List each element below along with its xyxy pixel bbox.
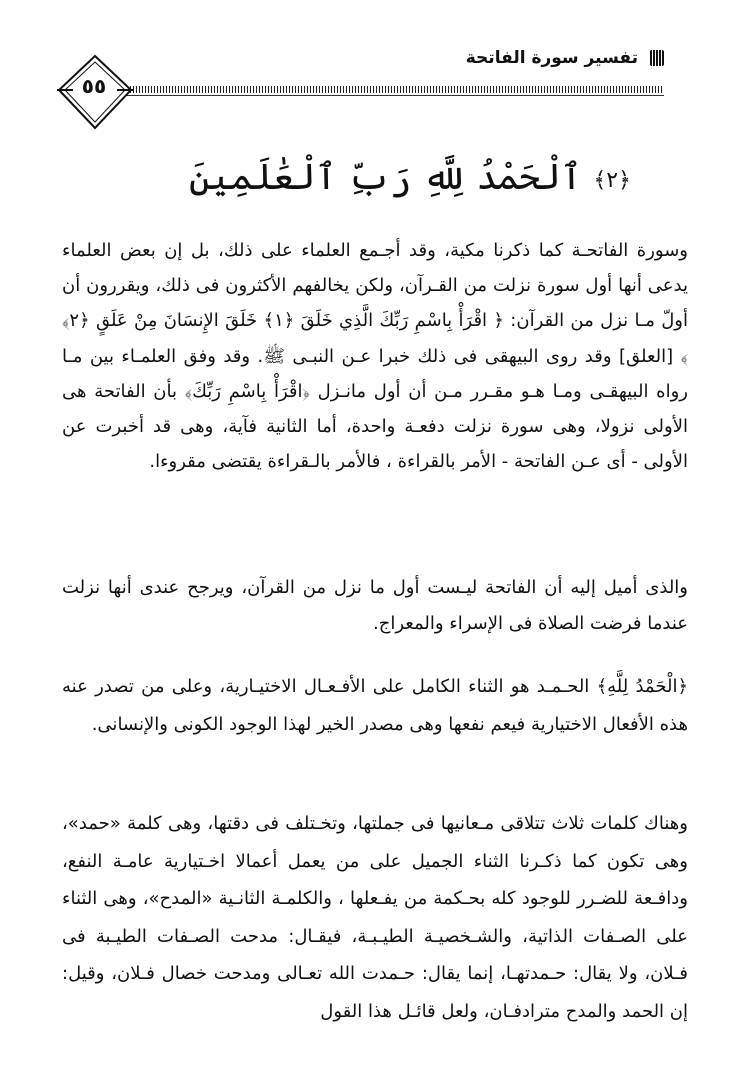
paragraph-text: ﴿الْحَمْدُ لِلَّهِ﴾ الحـمـد هو الثناء الكامل على الأفـعـال الاختيـارية، وعلى من تصدر عنه هذه الأفعال الاختيارية فيعم نفعها وهى مصدر الخير لهذا الوجود الكونى والإنسانى. xyxy=(62,676,688,735)
running-title: تفسير سورة الفاتحة xyxy=(465,48,638,68)
paragraph-2 xyxy=(62,570,688,642)
page-header xyxy=(0,0,748,140)
paragraph-text: والذى أميل إليه أن الفاتحة ليـست أول ما نزل من القرآن، ويرجح عندى أنها نزلت عندما فرضت الصلاة فى الإسراء والمعراج. xyxy=(62,577,688,634)
ayah-text: ٱلْحَمْدُ لِلَّهِ رَبِّ ٱلْعَٰلَمِينَ xyxy=(189,157,582,198)
header-rule xyxy=(118,86,664,93)
paragraph-text: وسورة الفاتحـة كما ذكرنا مكية، وقد أجـمع العلماء على ذلك، بل إن بعض العلماء يدعى أنها أول سورة نزلت من القـرآن، ولكن يخالفهم الأكثرون فى ذلك، ويقررون أن أولّ مـا نزل من القرآن: ﴿ اقْرَأْ بِاسْمِ رَبِّكَ الَّذِي خَلَقَ ﴿١﴾ خَلَقَ الإِنسَانَ مِنْ عَلَقٍ ﴿٢﴾ ﴾ [العلق] وقد روى البيهقى فى ذلك خبرا عـن النبـى ﷺ. وقد وفق العلمـاء بين مـا رواه البيهقـى ومـا هـو مقـرر مـن أن أول مانـزل ﴿اقْرَأْ بِاسْمِ رَبِّكَ﴾ بأن الفاتحة هى الأولى نزولا، وهى سورة نزلت دفعـة واحدة، أما الثانية فآية، وهى قد أخبرت عن الأولى - أى عـن الفاتحة - الأمر بالقراءة ، فالأمر بالـقراءة يقتضى مقروءا. xyxy=(62,240,688,473)
page-number: ٥٥ xyxy=(81,74,107,98)
paragraph-4 xyxy=(62,805,688,1030)
paragraph-1 xyxy=(62,233,688,479)
paragraph-3 xyxy=(62,668,688,744)
header-ornament-icon xyxy=(650,50,664,66)
header-rule-line xyxy=(118,95,664,96)
ayah-heading xyxy=(180,150,648,205)
ayah-number-marker: ﴿٢﴾ xyxy=(593,167,631,193)
paragraph-text: وهناك كلمات ثلاث تتلاقى مـعانيها فى جملتها، وتخـتلف فى دقتها، وهى كلمة «حمد»، وهى تكون كما ذكـرنا الثناء الجميل على من يعمل أعمالا اخـتيارية عامـة النفع، ودافـعة للضـرر للوجود كله بحـكمة من يفـعلها ، والكلمـة الثانـية «المدح»، وهى الثناء على الصـفات الذاتية، والشـخصيـة الطيـبـة، فيقـال: مدحت الصـفات الطيـبة فى فـلان، ولا يقال: حـمدتهـا، إنما يقال: حـمدت الله تعـالى ومدحت خصال فـلان، وقيل: إن الحمد والمدح مترادفـان، ولعل قائـل هذا القول xyxy=(62,813,688,1022)
